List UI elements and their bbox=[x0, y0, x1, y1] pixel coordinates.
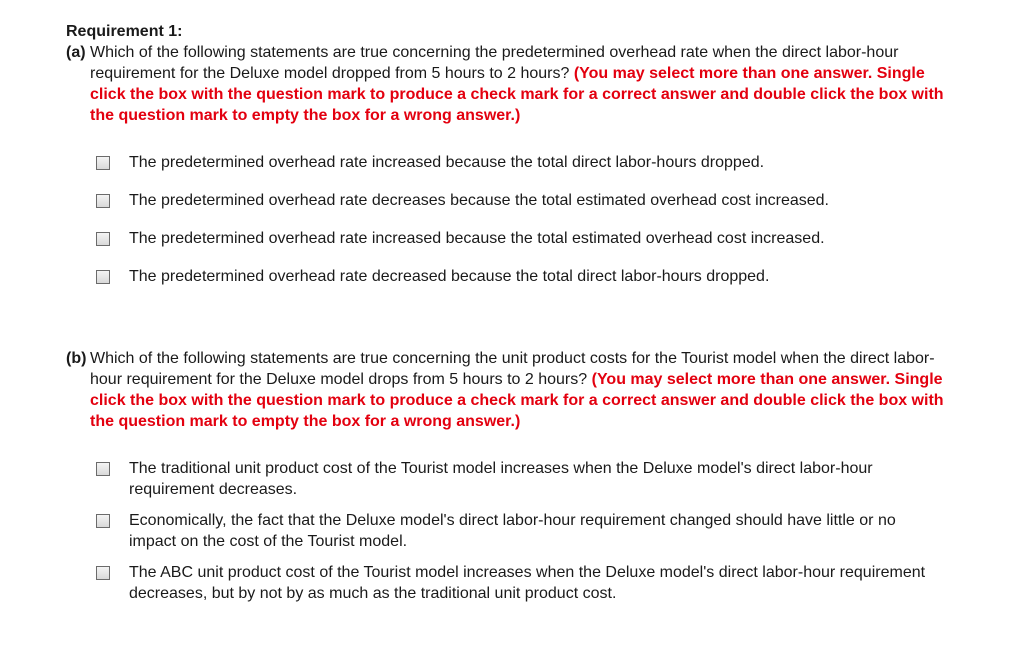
option-b-2-label: Economically, the fact that the Deluxe model's direct labor-hour requirement changed should have little or no impact on the cost of the Tourist model. bbox=[129, 512, 896, 550]
question-b-body bbox=[90, 348, 946, 432]
question-b bbox=[66, 348, 946, 432]
question-b-options bbox=[96, 458, 946, 604]
question-b-instruction: (You may select more than one answer. Single click the box with the question mark to produce a check mark for a correct answer and double click the box with the question mark to empty the box for a wrong answer.) bbox=[90, 371, 944, 430]
option-a-1 bbox=[96, 152, 946, 173]
option-a-4 bbox=[96, 266, 946, 287]
question-a-options bbox=[96, 152, 946, 287]
question-a-body bbox=[90, 42, 946, 126]
option-a-1-label: The predetermined overhead rate increased because the total direct labor-hours dropped. bbox=[129, 154, 765, 171]
requirement-title: Requirement 1: bbox=[66, 23, 183, 40]
question-a-letter: (a) bbox=[66, 44, 86, 61]
option-b-1 bbox=[96, 458, 946, 500]
option-a-4-checkbox[interactable] bbox=[96, 270, 110, 284]
option-a-3 bbox=[96, 228, 946, 249]
option-a-4-label: The predetermined overhead rate decreased because the total direct labor-hours dropped. bbox=[129, 268, 770, 285]
option-a-3-checkbox[interactable] bbox=[96, 232, 110, 246]
question-b-text: Which of the following statements are true concerning the unit product costs for the Tourist model when the direct labor-hour requirement for the Deluxe model drops from 5 hours to 2 hours? bbox=[90, 350, 935, 388]
option-a-3-label: The predetermined overhead rate increased because the total estimated overhead cost increased. bbox=[129, 230, 825, 247]
option-b-2-checkbox[interactable] bbox=[96, 514, 110, 528]
option-b-2 bbox=[96, 510, 946, 552]
option-b-1-label: The traditional unit product cost of the Tourist model increases when the Deluxe model's direct labor-hour requirement decreases. bbox=[129, 460, 873, 498]
question-a-instruction: (You may select more than one answer. Single click the box with the question mark to produce a check mark for a correct answer and double click the box with the question mark to empty the box for a wrong answer.) bbox=[90, 65, 944, 124]
question-a-text: Which of the following statements are true concerning the predetermined overhead rate when the direct labor-hour requirement for the Deluxe model dropped from 5 hours to 2 hours? bbox=[90, 44, 899, 82]
requirement-section bbox=[66, 22, 946, 604]
option-b-3-label: The ABC unit product cost of the Tourist model increases when the Deluxe model's direct labor-hour requirement decreases, but by not by as much as the traditional unit product cost. bbox=[129, 564, 926, 602]
option-b-1-checkbox[interactable] bbox=[96, 462, 110, 476]
option-b-3 bbox=[96, 562, 946, 604]
option-b-3-checkbox[interactable] bbox=[96, 566, 110, 580]
question-b-letter: (b) bbox=[66, 350, 87, 367]
option-a-2-label: The predetermined overhead rate decreases because the total estimated overhead cost increased. bbox=[129, 192, 829, 209]
option-a-2 bbox=[96, 190, 946, 211]
option-a-1-checkbox[interactable] bbox=[96, 156, 110, 170]
question-a bbox=[66, 42, 946, 126]
option-a-2-checkbox[interactable] bbox=[96, 194, 110, 208]
